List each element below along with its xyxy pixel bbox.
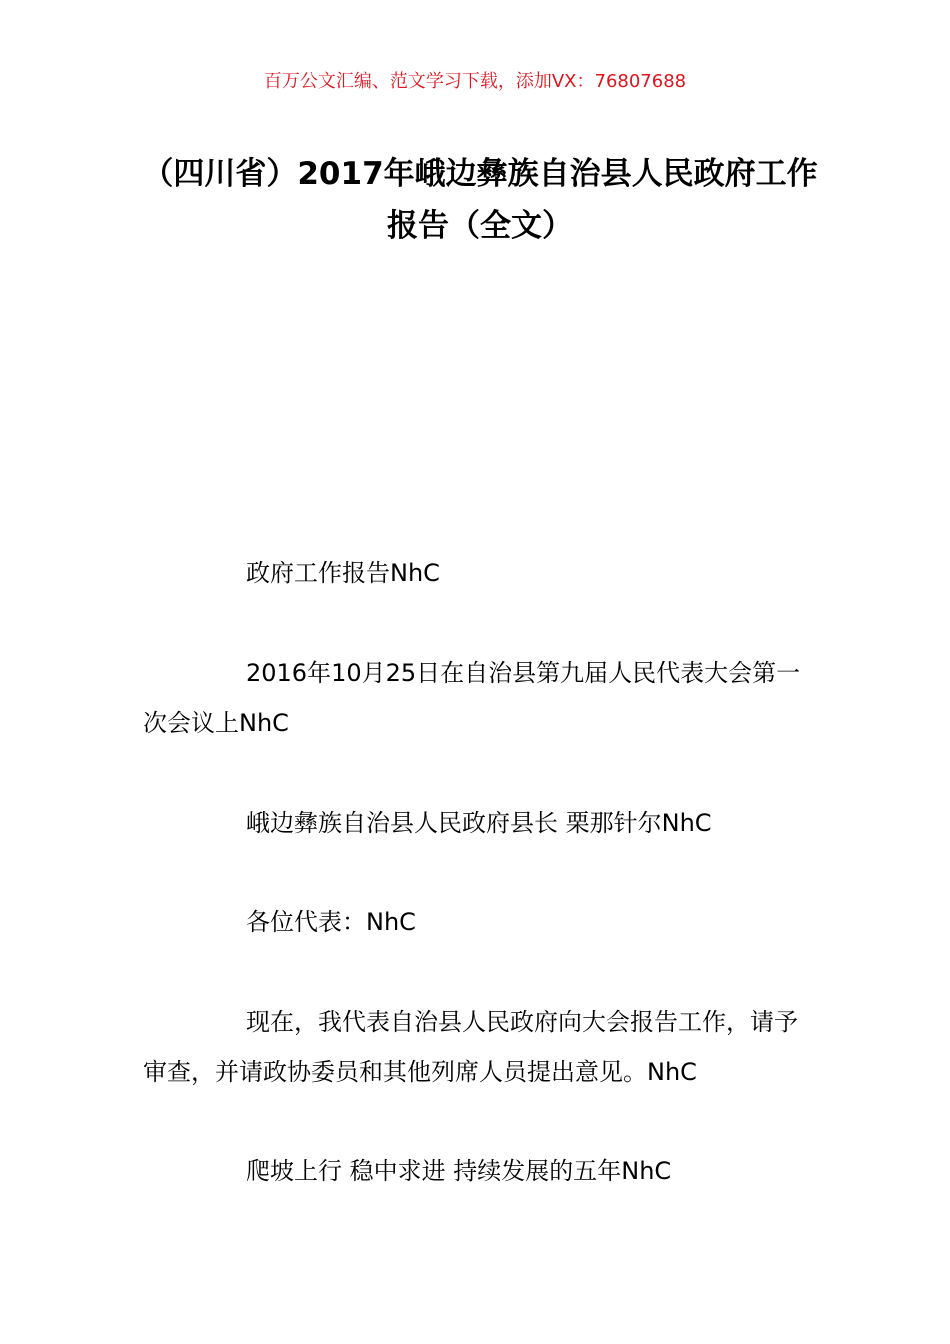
paragraph-salutation: 各位代表：NhC: [246, 908, 416, 936]
paragraph-speaker: 峨边彝族自治县人民政府县长 栗那针尔NhC: [246, 809, 712, 837]
paragraph-introduction: 现在，我代表自治县人民政府向大会报告工作，请予审查，并请政协委员和其他列席人员提出意见。NhC: [143, 1008, 798, 1086]
paragraph-report-heading: 政府工作报告NhC: [246, 559, 440, 587]
document-title: （四川省）2017年峨边彝族自治县人民政府工作报告（全文）: [142, 156, 818, 244]
paragraph-meeting-date: 2016年10月25日在自治县第九届人民代表大会第一次会议上NhC: [143, 659, 801, 737]
download-contact-note: 百万公文汇编、范文学习下载，添加VX：76807688: [263, 71, 687, 92]
paragraph-section-heading: 爬坡上行 稳中求进 持续发展的五年NhC: [246, 1157, 672, 1185]
